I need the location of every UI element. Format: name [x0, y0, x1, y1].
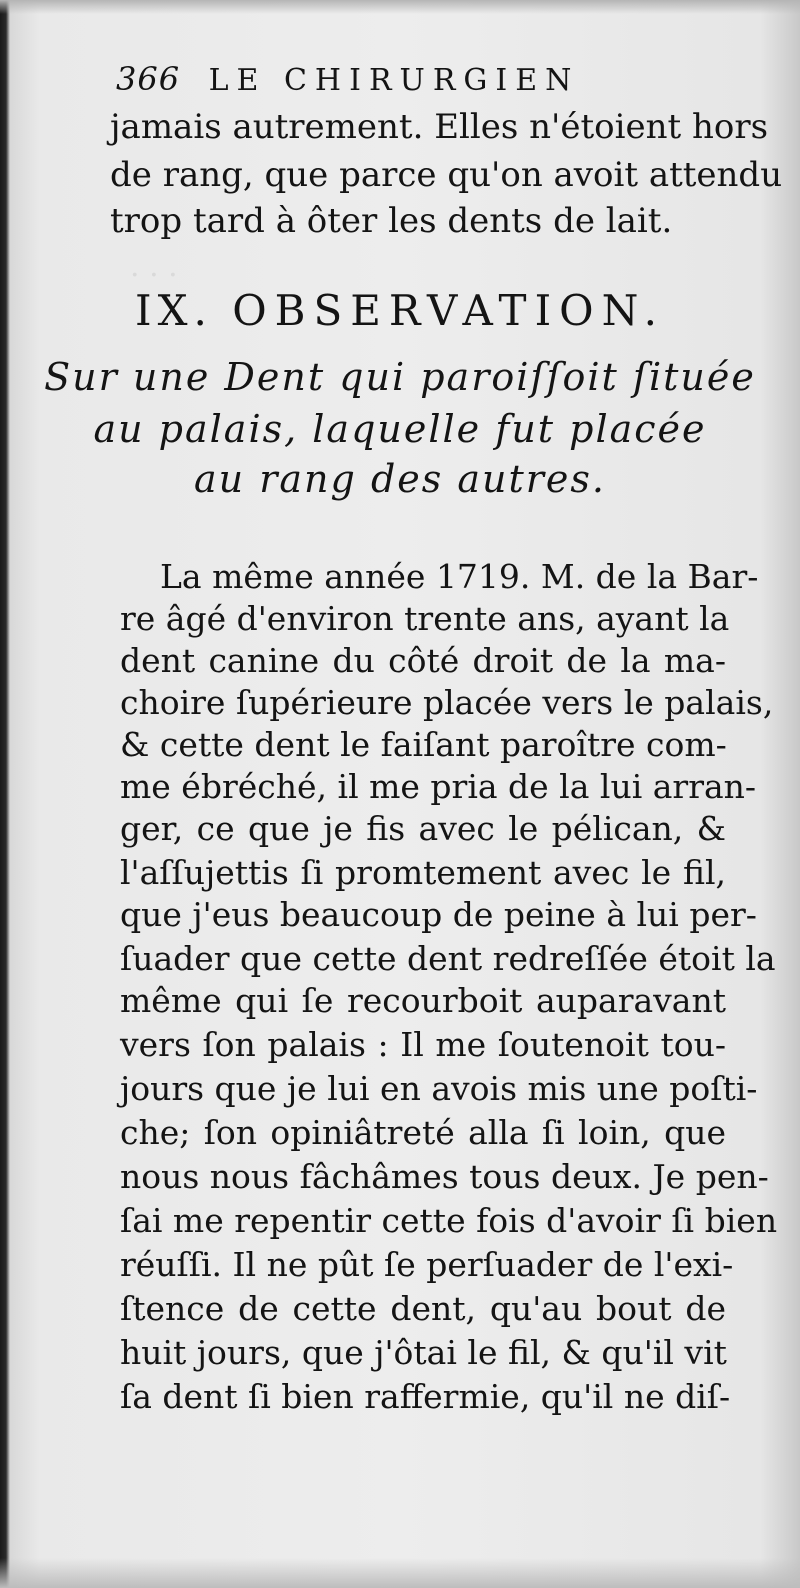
section-label: OBSERVATION. — [232, 286, 666, 335]
carry-over-line: jamais autrement. Elles n'étoient hors — [110, 107, 769, 147]
paragraph-line: ſa dent ſi bien raffermie, qu'il ne diſ- — [120, 1377, 731, 1416]
paragraph-line: re âgé d'environ trente ans, ayant la — [120, 599, 730, 638]
paragraph-line: même qui ſe recourboit auparavant — [120, 981, 726, 1020]
subtitle-line: Sur une Dent qui paroiſſoit ſituée — [44, 355, 756, 399]
paragraph-line: ſai me repentir cette fois d'avoir ſi bien — [120, 1201, 778, 1240]
paragraph-line: l'aſſujettis ſi promtement avec le fil, — [120, 853, 726, 892]
paragraph-line: dent canine du côté droit de la ma- — [120, 641, 726, 680]
paragraph-line: La même année 1719. M. de la Bar- — [160, 557, 759, 596]
paragraph-line: vers ſon palais : Il me ſoutenoit tou- — [120, 1025, 726, 1064]
paragraph-line: ſtence de cette dent, qu'au bout de — [120, 1289, 726, 1328]
page-number: 366 — [116, 60, 181, 98]
paragraph-line: huit jours, que j'ôtai le fil, & qu'il vit — [120, 1333, 727, 1372]
paragraph-line: & cette dent le faiſant paroître com- — [120, 725, 727, 764]
section-heading — [0, 286, 800, 335]
paragraph-line: nous nous fâchâmes tous deux. Je pen- — [120, 1157, 769, 1196]
subtitle-line: au rang des autres. — [194, 457, 606, 501]
subtitle-line: au palais, laquelle fut placée — [93, 407, 707, 451]
paragraph-line: jours que je lui en avois mis une poſti- — [120, 1069, 758, 1108]
running-title: LE CHIRURGIEN — [208, 63, 580, 98]
show-through-texture: · · · — [130, 258, 178, 293]
paragraph-line: choire ſupérieure placée vers le palais, — [120, 683, 774, 722]
paragraph-line: che; ſon opiniâtreté alla ſi loin, que — [120, 1113, 726, 1152]
paragraph-line: me ébréché, il me pria de la lui arran- — [120, 767, 757, 806]
carry-over-line: de rang, que parce qu'on avoit attendu — [110, 155, 783, 195]
section-number: IX. — [134, 286, 213, 335]
paragraph-line: que j'eus beaucoup de peine à lui per- — [120, 895, 757, 934]
carry-over-line: trop tard à ôter les dents de lait. — [110, 201, 673, 241]
running-head — [116, 60, 579, 98]
paragraph-line: ger, ce que je fis avec le pélican, & — [120, 809, 726, 848]
paragraph-line: réuſſi. Il ne pût ſe perſuader de l'exi- — [120, 1245, 734, 1284]
paragraph-line: ſuader que cette dent redreſſée étoit la — [120, 939, 776, 978]
